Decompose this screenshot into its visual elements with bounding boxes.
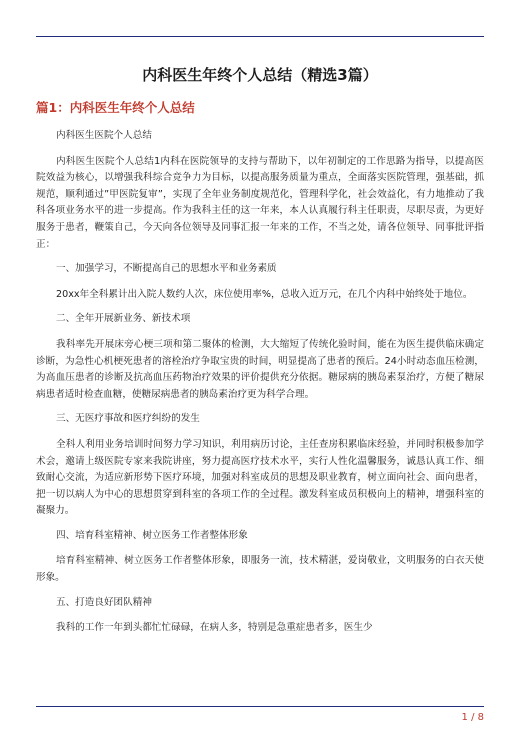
- subsection-heading: 二、全年开展新业务、新技术项: [56, 313, 191, 325]
- footer-rule: [36, 706, 484, 707]
- body-paragraph: 内科医生医院个人总结1内科在医院领导的支持与帮助下，以年初制定的工作思路为指导，以提高医院效益为核心，以增强我科综合竞争力为目标，以提高服务质量为重点，全面落实医院管理，强基础，抓规范，顺利通过”甲医院复审”，实现了全年业务制度规范化，管理科学化，社会效益化，有力地推动了我科各项业务水平的进一步提高。作为我科主任的这一年来，本人认真履行科主任职责，尽职尽责，为更好服务于患者，鞭策自己，今天向各位领导及同事汇报一年来的工作，不当之处，请各位领导、同事批评指正：: [36, 155, 484, 250]
- page-number: 1 / 8: [461, 712, 484, 723]
- document-body: [36, 128, 484, 645]
- body-paragraph: 全科人利用业务培训时间努力学习知识，利用病历讨论，主任查房积累临床经验，并同时积极参加学术会，邀请上级医院专家来我院讲座，努力提高医疗技术水平，实行人性化温馨服务，诚恳认真工作、细致耐心交流，为适应新形势下医疗环境，加强对科室成员的思想及职业教育，树立面向社会、面向患者，把一切以病人为中心的思想贯穿到科室的各项工作的全过程。激发科室成员积极向上的精神，增强科室的凝聚力。: [36, 438, 484, 517]
- body-paragraph: 我科率先开展床旁心梗三项和第二聚体的检测，大大缩短了传统化验时间，能在为医生提供临床确定诊断，为急性心机梗死患者的溶栓治疗争取宝贵的时间，明显提高了患者的预后。24小时动态血压检测，为高血压患者的诊断及抗高血压药物治疗效果的评价提供充分依据。糖尿病的胰岛素泵治疗，方便了糖尿病患者适时检查血糖，使糖尿病患者的胰岛素治疗更为科学合理。: [36, 338, 484, 400]
- subsection-heading: 三、无医疗事故和医疗纠纷的发生: [56, 413, 200, 425]
- body-paragraph: 20xx年全科累计出入院人数约人次，床位使用率%，总收入近万元，在几个内科中始终处于地位。: [56, 288, 473, 300]
- subsection-heading: 一、加强学习，不断提高自己的思想水平和业务素质: [56, 263, 277, 275]
- document-title: 内科医生年终个人总结（精选3篇）: [142, 66, 378, 84]
- header-rule: [36, 36, 484, 37]
- body-heading: 内科医生医院个人总结: [56, 130, 152, 141]
- subsection-heading: 五、打造良好团队精神: [56, 596, 152, 608]
- body-paragraph: 培育科室精神、树立医务工作者整体形象，即服务一流，技术精湛，爱岗敬业，文明服务的白衣天使形象。: [36, 555, 484, 584]
- subsection-heading: 四、培育科室精神、树立医务工作者整体形象: [56, 529, 248, 541]
- section-heading: 篇1：内科医生年终个人总结: [36, 100, 195, 115]
- body-paragraph: 我科的工作一年到头都忙忙碌碌，在病人多，特别是急重症患者多，医生少: [56, 622, 373, 634]
